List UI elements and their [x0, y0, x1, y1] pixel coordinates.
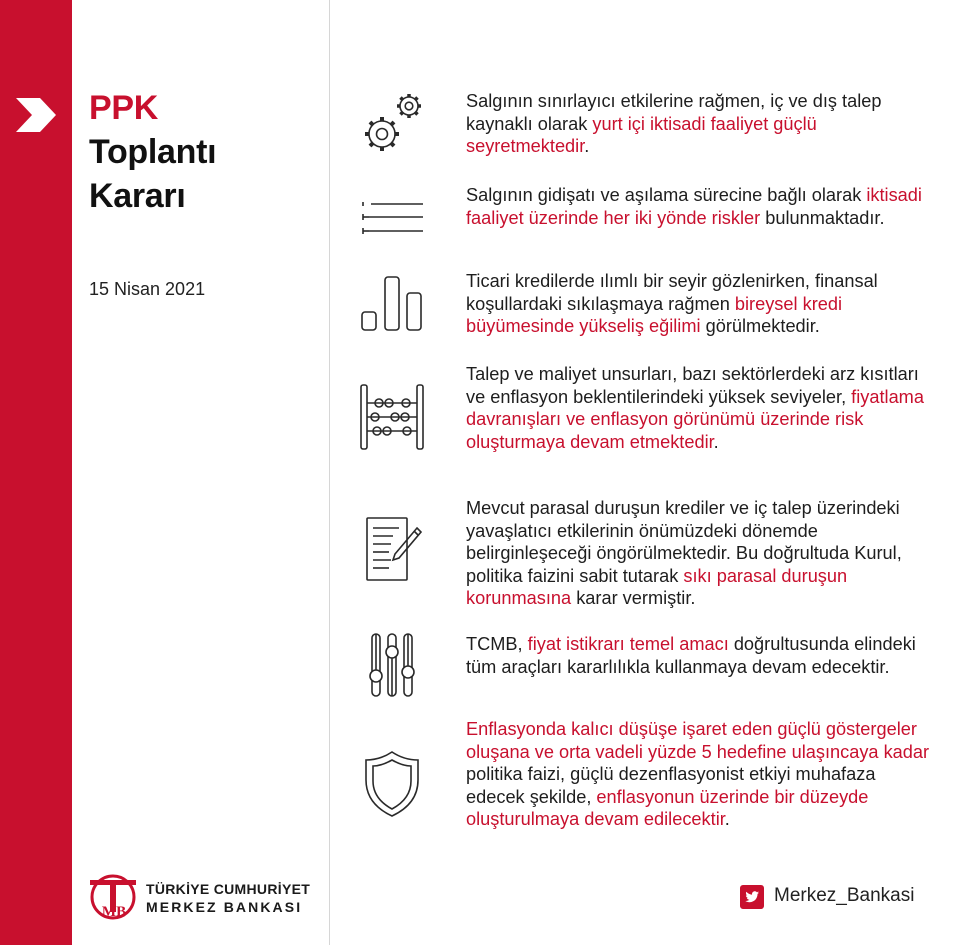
chevron-right-icon — [14, 96, 58, 134]
title-toplanti: Toplantı — [89, 133, 217, 171]
tcmb-monogram-icon — [88, 872, 140, 922]
page-title — [89, 86, 216, 218]
item-text: . — [713, 431, 719, 452]
twitter-icon — [740, 885, 764, 909]
item-highlight: fiyatlama davranışları ve enflasyon görünümü üzerinde risk oluşturmaya devam etmektedir — [466, 386, 924, 452]
list-item — [466, 270, 936, 338]
item-text: Ticari kredilerde ılımlı bir seyir gözlenirken, finansal koşullardaki sıkılaşmaya rağmen — [466, 271, 878, 314]
twitter-handle[interactable]: Merkez_Bankasi — [774, 885, 915, 906]
list-item — [466, 90, 936, 158]
list-item — [466, 718, 936, 831]
bank-name — [146, 880, 310, 916]
tcmb-logo — [88, 872, 328, 922]
item-highlight: yurt içi iktisadi faaliyet güçlü seyretmektedir — [466, 113, 817, 156]
bank-name-line2: MERKEZ BANKASI — [146, 899, 303, 915]
meeting-date: 15 Nisan 2021 — [89, 279, 206, 299]
vertical-divider — [329, 0, 330, 945]
svg-text:MB: MB — [101, 904, 127, 920]
document-pen-icon — [355, 514, 429, 586]
list-icon — [355, 180, 429, 252]
item-text: karar vermiştir. — [571, 588, 696, 608]
shield-icon — [355, 748, 429, 820]
list-item — [466, 497, 936, 610]
red-sidebar-band — [0, 0, 72, 945]
item-text: politika faizi, güçlü dezenflasyonist etkiyi muhafaza edecek şekilde, — [466, 764, 876, 807]
bank-name-line1: TÜRKİYE CUMHURİYET — [146, 881, 311, 897]
item-text: TCMB, — [466, 634, 528, 654]
bar-chart-icon — [355, 268, 429, 340]
item-text: Mevcut parasal duruşun krediler ve iç talep üzerindeki yavaşlatıcı etkilerinin önümüzdeki dönemde belirginleşeceği öngörülmektedir. Bu doğrultuda Kurul, politika faizini sabit tutarak — [466, 498, 902, 586]
item-text: Salgının gidişatı ve aşılama sürecine bağlı olarak — [466, 185, 867, 205]
item-text: bulunmaktadır. — [760, 207, 885, 228]
item-text: . — [584, 136, 590, 156]
item-text: Talep ve maliyet unsurları, bazı sektörlerdeki arz kısıtları ve enflasyon beklentilerindeki yüksek seviyeler, — [466, 364, 919, 407]
item-text: Salgının sınırlayıcı etkilerine rağmen, iç ve dış talep kaynaklı olarak — [466, 91, 882, 134]
item-text: doğrultusunda elindeki tüm araçları kararlılıkla kullanmaya devam edecektir. — [466, 634, 916, 677]
item-highlight: iktisadi faaliyet üzerinde her iki yönde riskler — [466, 185, 922, 228]
item-highlight: bireysel kredi büyümesinde yükseliş eğilimi — [466, 293, 843, 336]
item-text: . — [724, 809, 730, 829]
sliders-icon — [355, 630, 429, 702]
title-ppk: PPK — [89, 89, 159, 127]
item-highlight: fiyat istikrarı temel amacı — [527, 634, 729, 654]
item-highlight: sıkı parasal duruşun korunmasına — [466, 565, 848, 608]
list-item — [466, 184, 936, 229]
title-karari: Kararı — [89, 177, 186, 215]
gears-icon — [355, 88, 429, 160]
item-text: görülmektedir. — [700, 316, 820, 336]
item-highlight: Enflasyonda kalıcı düşüşe işaret eden güçlü göstergeler oluşana ve orta vadeli yüzde 5 hedefine ulaşıncaya kadar — [466, 719, 930, 762]
abacus-icon — [355, 381, 429, 453]
list-item — [466, 633, 936, 678]
item-highlight: enflasyonun üzerinde bir düzeyde oluşturulmaya devam edilecektir — [466, 786, 869, 829]
list-item — [466, 363, 936, 453]
